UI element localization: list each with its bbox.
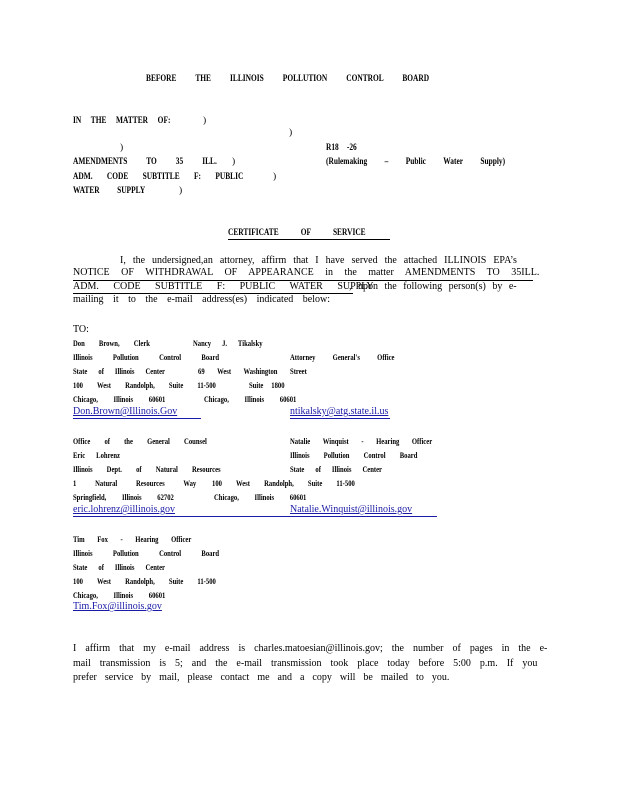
caption-paren: ) — [273, 172, 277, 182]
email-underline — [73, 418, 201, 419]
recipient-name: Tim Fox - Hearing Officer — [73, 534, 192, 544]
recipient-email-link[interactable]: eric.lohrenz@illinois.gov — [73, 504, 175, 515]
caption-paren: ) — [120, 143, 124, 153]
recipient-city: Springfield, Illinois 62702 — [73, 492, 174, 502]
recipient-name: Don Brown, Clerk — [73, 338, 150, 348]
recipient-city: Chicago, Illinois 60601 — [204, 394, 297, 404]
recipient-city: Chicago, Illinois 60601 — [214, 492, 307, 502]
certificate-para-line4: mailing it to the e-mail address(es) indicated below: — [73, 294, 330, 305]
caption-in-the-matter: IN THE MATTER OF: — [73, 116, 171, 126]
recipient-org: Illinois Pollution Control Board — [73, 352, 220, 362]
certificate-para-line3a: ADM. CODE SUBTITLE F: PUBLIC WATER SUPPLY — [73, 281, 374, 292]
certificate-para-line2: NOTICE OF WITHDRAWAL OF APPEARANCE in the matter AMENDMENTS TO 35ILL. — [73, 267, 540, 278]
recipient-address: 1 Natural Resources Way — [73, 478, 197, 488]
recipient-org: Illinois Pollution Control Board — [73, 548, 220, 558]
certificate-heading: CERTIFICATE OF SERVICE — [228, 228, 366, 238]
affirmation-line2: mail transmission is 5; and the e-mail transmission took place today before 5:00 p.m. If you — [73, 658, 538, 669]
recipient-address: State of Illinois Center — [73, 562, 165, 572]
recipient-address: State of Illinois Center — [73, 366, 165, 376]
to-label: TO: — [73, 324, 89, 335]
recipient-address: 100 West Randolph, Suite 11-500 — [212, 478, 355, 488]
recipient-address: 69 West Washington Street — [198, 366, 307, 376]
certificate-para-line3b: , upon the following person(s) by e- — [349, 281, 517, 292]
caption-adm-code: ADM. CODE SUBTITLE F: PUBLIC — [73, 172, 244, 182]
caption-paren: ) — [179, 186, 183, 196]
email-underline — [290, 418, 390, 419]
recipient-name: Nancy J. Tikalsky — [193, 338, 263, 348]
recipient-title: Attorney General's Office — [290, 352, 395, 362]
caption-paren: ) — [232, 157, 236, 167]
recipient-email-link[interactable]: Tim.Fox@illinois.gov — [73, 601, 162, 612]
affirmation-line3: prefer service by mail, please contact me and a copy will be mailed to you. — [73, 672, 450, 683]
page-title: BEFORE THE ILLINOIS POLLUTION CONTROL BOARD — [146, 74, 430, 84]
caption-rulemaking: (Rulemaking – Public Water Supply) — [326, 157, 506, 167]
recipient-city: Chicago, Illinois 60601 — [73, 590, 166, 600]
docket-number: R18 -26 — [326, 143, 357, 153]
certificate-para-line1: I, the undersigned,an attorney, affirm that I have served the attached ILLINOIS EPA’s — [120, 255, 517, 266]
recipient-org: Illinois Dept. of Natural Resources — [73, 464, 221, 474]
recipient-email-link[interactable]: Natalie.Winquist@illinois.gov — [290, 504, 413, 515]
affirmation-line1: I affirm that my e-mail address is charles.matoesian@illinois.gov; the number of pages in the e- — [73, 643, 548, 654]
recipient-city: Chicago, Illinois 60601 — [73, 394, 166, 404]
recipient-address: State of Illinois Center — [290, 464, 382, 474]
caption-paren: ) — [289, 128, 293, 138]
recipient-org: Illinois Pollution Control Board — [290, 450, 418, 460]
recipient-address: Suite 1800 — [249, 380, 285, 390]
email-underline — [73, 516, 437, 517]
recipient-address: 100 West Randolph, Suite 11-500 — [73, 576, 216, 586]
recipient-email-link[interactable]: Don.Brown@Illinois.Gov — [73, 406, 178, 417]
recipient-email-link[interactable]: ntikalsky@atg.state.il.us — [290, 406, 389, 417]
caption-water-supply: WATER SUPPLY — [73, 186, 146, 196]
caption-paren: ) — [203, 116, 207, 126]
recipient-person: Eric Lohrenz — [73, 450, 120, 460]
caption-amendments: AMENDMENTS TO 35 ILL. — [73, 157, 217, 167]
recipient-name: Office of the General Counsel — [73, 436, 207, 446]
recipient-name: Natalie Winquist - Hearing Officer — [290, 436, 433, 446]
recipient-address: 100 West Randolph, Suite 11-500 — [73, 380, 216, 390]
heading-underline — [228, 239, 390, 240]
